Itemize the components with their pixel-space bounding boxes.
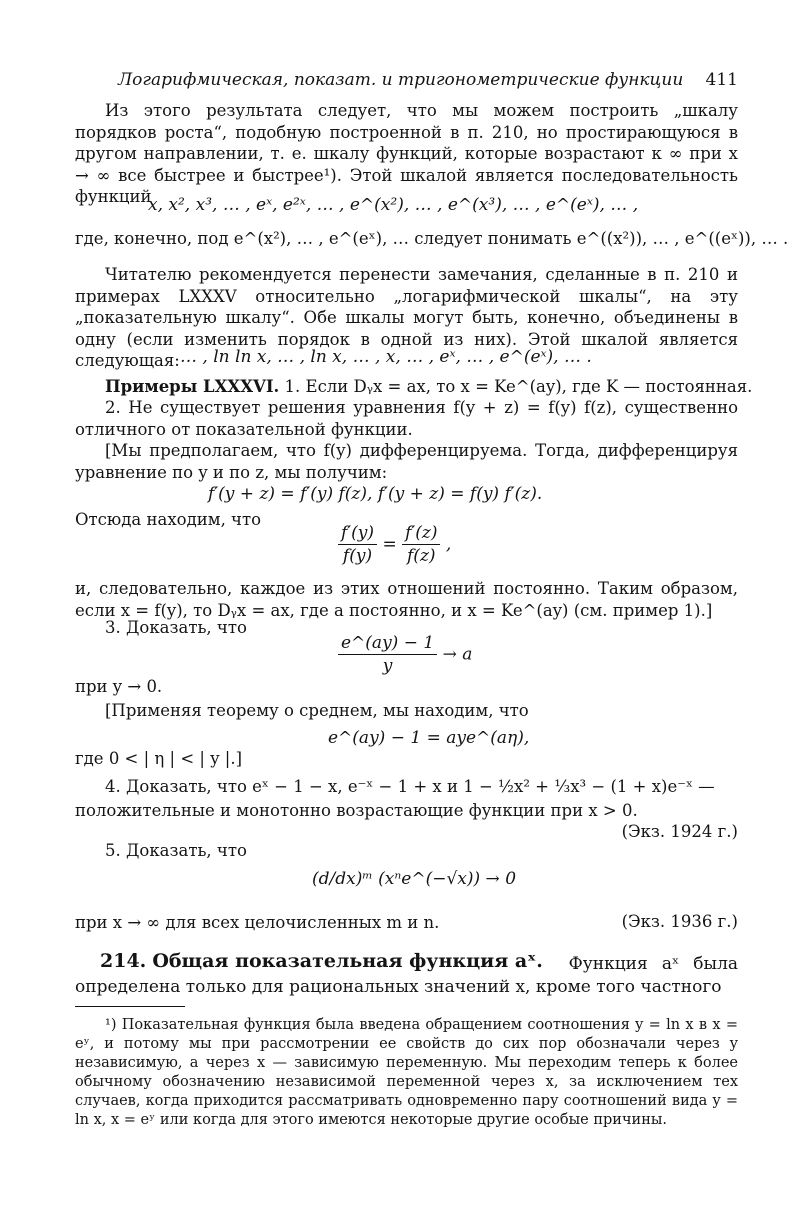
section-title: Общая показательная функция aˣ. — [152, 950, 543, 972]
example-4-continued: положительные и монотонно возрастающие функции при x > 0. — [75, 801, 638, 820]
line-at-y-zero: при y → 0. — [75, 677, 163, 696]
footnote-rule — [75, 1006, 185, 1007]
fraction-right: $\frac{f'(z)}{f(z)}$ — [402, 522, 440, 567]
example-3-proof: [Применяя теорему о среднем, мы находим, что — [105, 701, 529, 720]
line-hence: Отсюда находим, что — [75, 510, 262, 529]
section-number: 214. — [100, 950, 147, 972]
footnote-1: ¹) Показательная функция была введена обращением соотношения y = ln x в x = eʸ, и потому мы при рассмотрении ее свойств до сих пор обозначали через y независимую, а через x — зависимую переменную. Мы переходим теперь к более обычному обозначению независимой переменной через x, за исключением тех случаев, когда приходится рассматривать одновременно пару соотношений вида y = ln x, x = eʸ или когда для этого имеются некоторые другие особые причины. — [75, 1017, 738, 1128]
example-5: 5. Доказать, что — [105, 841, 247, 860]
example-1 — [105, 376, 753, 397]
exam-1924-source: (Экз. 1924 г.) — [621, 822, 738, 841]
fraction-left: $\frac{f'(y)}{f(y)}$ — [338, 522, 377, 567]
examples-heading: Примеры LXXXVI. — [105, 377, 280, 396]
equation-derivative-limit: (d/dx)ᵐ (xⁿe^(−√x)) → 0 — [312, 869, 517, 889]
fraction-limit: $\frac{e\^{}(ay) - 1}{y}$ — [338, 632, 437, 677]
paragraph-reader: Читателю рекомендуется перенести замечания, сделанные в п. 210 и примерах LXXXV относительно „логарифмической шкалы“, на эту „показательную шкалу“. Обе шкалы могут быть, конечно, объединены в одну (если изменить порядок в одной из них). Этой шкалой является следующая: — [75, 265, 738, 370]
example-1-text: 1. Если Dᵧx = ax, то x = Ke^(ay), где K — постоянная. — [284, 377, 753, 396]
sequence-combined-scale: … , ln ln x, … , ln x, … , x, … , eˣ, … , e^(eˣ), … . — [180, 347, 592, 367]
section-214-text: Функция aˣ была определена только для рациональных значений x, кроме того частного — [75, 954, 739, 997]
line-where-eta: где 0 < | η | < | y |.] — [75, 749, 243, 768]
exam-1936-source: (Экз. 1936 г.) — [621, 912, 738, 931]
running-header — [118, 70, 738, 90]
equation-ratio: $\frac{f'(y)}{f(y)}$ = $\frac{f'(z)}{f(z)}$ , — [338, 522, 451, 567]
example-2-conclusion: и, следовательно, каждое из этих отношений постоянно. Таким образом, если x = f(y), то Dᵧx = ax, где a постоянно, и x = Ke^(ay) (см. пример 1).] — [75, 579, 738, 620]
equation-derivatives: f′(y + z) = f′(y) f(z), f′(y + z) = f(y) f′(z). — [208, 484, 543, 504]
header-title: Логарифмическая, показат. и тригонометрические функции — [118, 70, 684, 90]
example-2: 2. Не существует решения уравнения f(y + z) = f(y) f(z), существенно отличного от показательной функции. — [75, 398, 738, 439]
example-4: 4. Доказать, что eˣ − 1 − x, e⁻ˣ − 1 + x и 1 − ½x² + ⅓x³ − (1 + x)e⁻ˣ — — [105, 777, 715, 796]
example-3: 3. Доказать, что — [105, 618, 247, 637]
line-where-understand: где, конечно, под e^(x²), … , e^(eˣ), … следует понимать e^((x²)), … , e^((eˣ)), … . — [75, 229, 789, 248]
equation-limit-a: $\frac{e\^{}(ay) - 1}{y}$ → a — [338, 632, 472, 677]
example-5-continued: при x → ∞ для всех целочисленных m и n. — [75, 913, 440, 932]
example-2-proof: [Мы предполагаем, что f(y) дифференцируема. Тогда, дифференцируя уравнение по y и по z, мы получим: — [75, 441, 738, 482]
equation-mean-value: e^(ay) − 1 = aye^(aη), — [328, 728, 530, 748]
page-number: 411 — [705, 70, 738, 90]
sequence-functions: x, x², x³, … , eˣ, e²ˣ, … , e^(x²), … , e^(x³), … , e^(eˣ), … , — [148, 195, 639, 215]
paragraph-growth-scale: Из этого результата следует, что мы можем построить „шкалу порядков роста“, подобную построенной в п. 210, но простирающуюся в другом направлении, т. е. шкалу функций, которые возрастают к ∞ при x → ∞ все быстрее и быстрее¹). Этой шкалой является последовательность функций — [75, 101, 738, 206]
